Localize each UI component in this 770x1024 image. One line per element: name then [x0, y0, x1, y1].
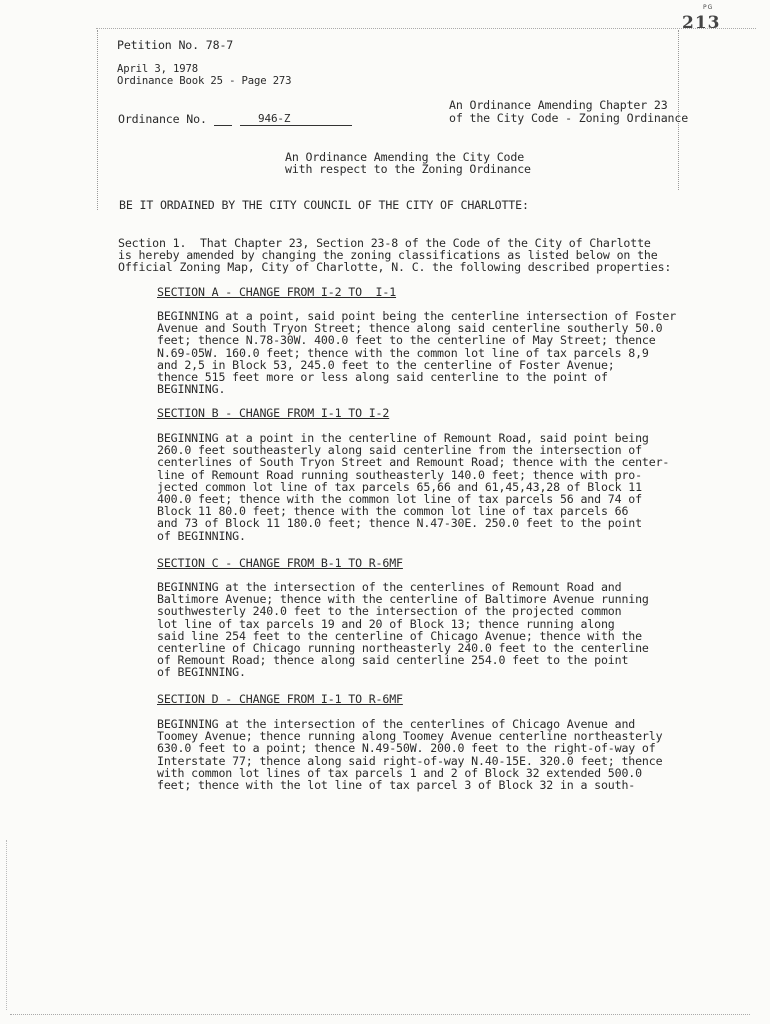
section-c-line: southwesterly 240.0 feet to the intersection of the projected common [157, 604, 622, 619]
section-c-line: BEGINNING at the intersection of the centerlines of Remount Road and [157, 580, 622, 594]
section-c-line: lot line of tax parcels 19 and 20 of Block 13; thence running along [157, 616, 615, 631]
section-c-line: centerline of Chicago running northeasterly 240.0 feet to the centerline [157, 641, 649, 656]
section-a-line: feet; thence N.78-30W. 400.0 feet to the centerline of May Street; thence [157, 333, 656, 348]
center-title-line-1: An Ordinance Amending the City Code [285, 150, 525, 164]
section-b-line: Block 11 80.0 feet; thence with the common lot line of tax parcels 66 [157, 504, 629, 519]
scan-edge-bottom [10, 1014, 750, 1015]
section-d-line: with common lot lines of tax parcels 1 and 2 of Block 32 extended 500.0 [157, 765, 642, 780]
section-a-line: BEGINNING at a point, said point being the centerline intersection of Foster [157, 309, 677, 323]
section-c-line: Baltimore Avenue; thence with the centerline of Baltimore Avenue running [157, 592, 649, 607]
section-1-line: is hereby amended by changing the zoning classifications as listed below on the [118, 248, 658, 263]
section-a-heading: SECTION A - CHANGE FROM I-2 TO I-1 [157, 285, 397, 299]
section-1-paragraph [118, 237, 671, 274]
section-b-paragraph [157, 432, 669, 542]
section-d-heading: SECTION D - CHANGE FROM I-1 TO R-6MF [157, 692, 403, 706]
scan-noise-left [97, 30, 98, 210]
ordinance-number-blank-1 [214, 125, 232, 126]
page-stamp [676, 4, 736, 33]
stamp-number: 213 [682, 13, 721, 33]
section-b-line: 260.0 feet southeasterly along said centerline from the intersection of [157, 443, 642, 458]
section-b-line: line of Remount Road running southeasterly 140.0 feet; thence with pro- [157, 467, 642, 482]
section-b-line: jected common lot line of tax parcels 65,66 and 61,45,43,28 of Block 11 [157, 479, 642, 494]
section-c-line: said line 254 feet to the centerline of Chicago Avenue; thence with the [157, 628, 642, 643]
section-d-line: 630.0 feet to a point; thence N.49-50W. 200.0 feet to the right-of-way of [157, 741, 656, 756]
right-title-line-2: of the City Code - Zoning Ordinance [449, 111, 689, 125]
scan-noise-right [678, 30, 679, 190]
section-b-line: of BEGINNING. [157, 528, 246, 543]
section-1-line: Section 1. That Chapter 23, Section 23-8 of the Code of the City of Charlotte [118, 236, 651, 250]
section-c-line: of Remount Road; thence along said centerline 254.0 feet to the point [157, 653, 629, 668]
section-a-line: Avenue and South Tryon Street; thence along said centerline southerly 50.0 [157, 321, 663, 336]
section-a-line: thence 515 feet more or less along said centerline to the point of [157, 370, 608, 385]
enacting-clause: BE IT ORDAINED BY THE CITY COUNCIL OF THE CITY OF CHARLOTTE: [119, 198, 529, 212]
right-title-line-1: An Ordinance Amending Chapter 23 [449, 98, 668, 112]
petition-number: Petition No. 78-7 [117, 38, 234, 52]
section-d-paragraph [157, 718, 662, 791]
section-d-line: Interstate 77; thence along said right-of-way N.40-15E. 320.0 feet; thence [157, 753, 663, 768]
section-c-line: of BEGINNING. [157, 665, 246, 680]
center-title-line-2: with respect to the Zoning Ordinance [285, 162, 531, 176]
section-c-heading: SECTION C - CHANGE FROM B-1 TO R-6MF [157, 556, 403, 570]
section-1-line: Official Zoning Map, City of Charlotte, N. C. the following described properties: [118, 260, 672, 275]
section-b-line: 400.0 feet; thence with the common lot line of tax parcels 56 and 74 of [157, 492, 642, 507]
section-d-line: Toomey Avenue; thence running along Toomey Avenue centerline northeasterly [157, 729, 663, 744]
ordinance-number-blank-2 [240, 125, 352, 126]
section-b-line: BEGINNING at a point in the centerline of Remount Road, said point being [157, 431, 649, 445]
section-c-paragraph [157, 581, 649, 679]
section-b-heading: SECTION B - CHANGE FROM I-1 TO I-2 [157, 406, 390, 420]
section-b-line: centerlines of South Tryon Street and Remount Road; thence with the center- [157, 455, 670, 470]
section-b-line: and 73 of Block 11 180.0 feet; thence N.47-30E. 250.0 feet to the point [157, 516, 642, 531]
ordinance-number-label: Ordinance No. [118, 112, 207, 126]
section-a-line: BEGINNING. [157, 382, 226, 397]
ordinance-number: 946-Z [258, 112, 291, 125]
stamp-label: PG [703, 4, 714, 11]
section-d-line: BEGINNING at the intersection of the centerlines of Chicago Avenue and [157, 717, 636, 731]
scan-edge-top [96, 28, 756, 29]
section-d-line: feet; thence with the lot line of tax parcel 3 of Block 32 in a south- [157, 778, 636, 793]
section-a-line: N.69-05W. 160.0 feet; thence with the common lot line of tax parcels 8,9 [157, 345, 649, 360]
ordinance-book-ref: Ordinance Book 25 - Page 273 [117, 75, 292, 87]
ordinance-date: April 3, 1978 [117, 63, 198, 75]
scan-noise-margin [6, 840, 7, 1010]
section-a-paragraph [157, 310, 676, 395]
section-a-line: and 2,5 in Block 53, 245.0 feet to the centerline of Foster Avenue; [157, 357, 615, 372]
